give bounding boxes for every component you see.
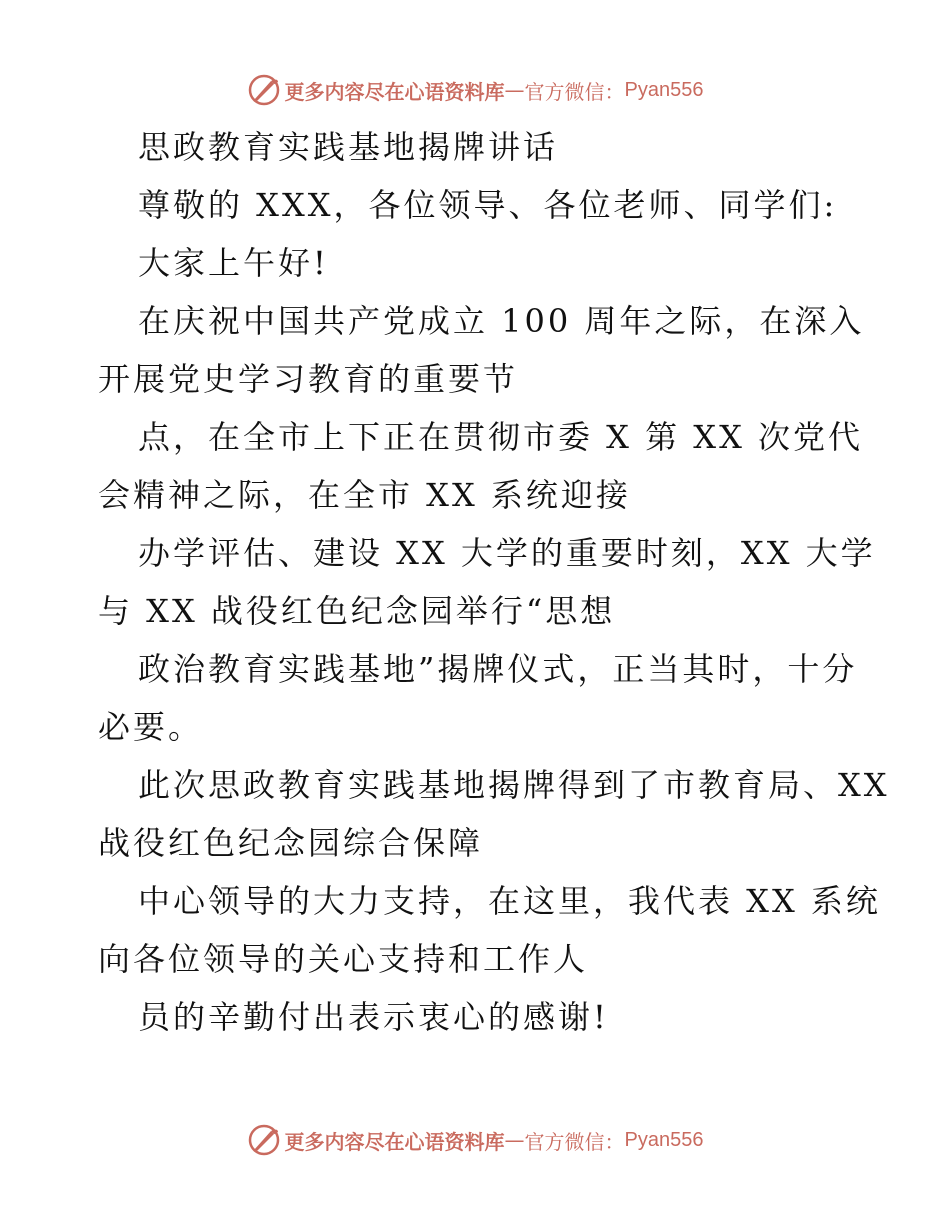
doc-line: 战役红色纪念园综合保障 bbox=[98, 824, 484, 862]
banner-label: 官方微信： bbox=[524, 1129, 625, 1154]
doc-line: 员的辛勤付出表示衷心的感谢! bbox=[138, 998, 609, 1036]
banner-main-text: 更多内容尽在心语资料库 bbox=[284, 1129, 505, 1154]
doc-line: 开展党史学习教育的重要节 bbox=[98, 360, 519, 398]
banner-wechat-id: Pyan556 bbox=[624, 78, 704, 101]
banner-label: 官方微信： bbox=[524, 79, 625, 104]
doc-salutation: 尊敬的 XXX，各位领导、各位老师、同学们: bbox=[138, 186, 838, 224]
quill-logo-icon bbox=[247, 73, 281, 107]
doc-line: 向各位领导的关心支持和工作人 bbox=[98, 940, 589, 978]
banner-wechat-id: Pyan556 bbox=[624, 1128, 704, 1151]
doc-line: 政治教育实践基地”揭牌仪式，正当其时，十分 bbox=[138, 650, 858, 688]
banner-main-text: 更多内容尽在心语资料库 bbox=[284, 79, 505, 104]
doc-line: 办学评估、建设 XX 大学的重要时刻，XX 大学 bbox=[138, 534, 876, 572]
doc-line: 必要。 bbox=[98, 708, 204, 746]
banner-separator: — bbox=[504, 1128, 525, 1152]
doc-line: 会精神之际，在全市 XX 系统迎接 bbox=[98, 476, 631, 514]
footer-banner bbox=[0, 1120, 950, 1160]
doc-line: 在庆祝中国共产党成立 100 周年之际，在深入 bbox=[138, 302, 865, 340]
header-banner bbox=[0, 70, 950, 110]
doc-line: 与 XX 战役红色纪念园举行“思想 bbox=[98, 592, 616, 630]
banner-separator: — bbox=[504, 78, 525, 102]
doc-title: 思政教育实践基地揭牌讲话 bbox=[138, 128, 559, 166]
doc-line: 此次思政教育实践基地揭牌得到了市教育局、XX bbox=[138, 766, 890, 804]
doc-line: 中心领导的大力支持，在这里，我代表 XX 系统 bbox=[138, 882, 881, 920]
doc-line: 点，在全市上下正在贯彻市委 X 第 XX 次党代 bbox=[138, 418, 864, 456]
doc-greeting: 大家上午好! bbox=[138, 244, 329, 282]
quill-logo-icon bbox=[247, 1123, 281, 1157]
